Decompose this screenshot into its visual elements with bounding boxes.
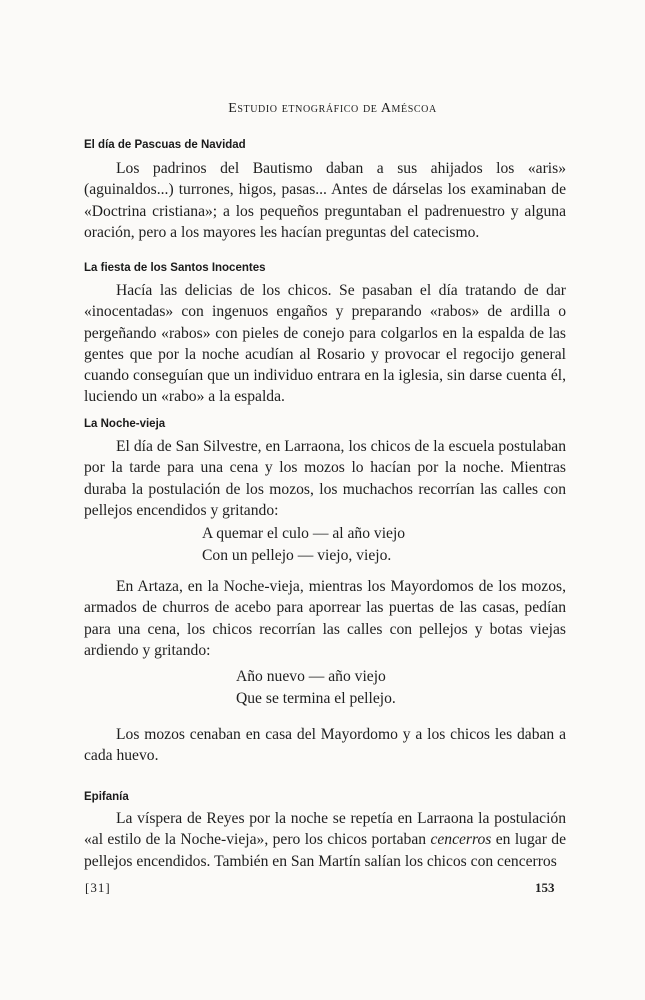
section-heading-navidad: El día de Pascuas de Navidad: [84, 139, 246, 151]
verse-line: Con un pellejo — viejo, viejo.: [202, 546, 392, 564]
section-heading-epifania: Epifanía: [84, 791, 129, 803]
paragraph-text: La víspera de Reyes por la noche se repetía en Larraona la postulación «al estilo de la Noche-vieja», pero los chicos portaban: [84, 810, 566, 849]
folio-bracketed: [31]: [85, 880, 111, 895]
section-heading-noche-vieja: La Noche-vieja: [84, 418, 166, 430]
paragraph-navidad: Los padrinos del Bautismo daban a sus ahijados los «aris» (aguinaldos...) turrones, higos, pasas... Antes de dárselas los examinaban de «Doctrina cristiana»; a los pequeños preguntaban el padrenuestro y alguna oración, pero a los mayores les hacían preguntas del catecismo.: [84, 160, 566, 241]
paragraph-noche-vieja-2: En Artaza, en la Noche-vieja, mientras los Mayordomos de los mozos, armados de churros de acebo para aporrear las puertas de las casas, pedían para una cena, los chicos recorrían las calles con pellejos y botas viejas ardiendo y gritando:: [84, 578, 566, 659]
paragraph-epifania: [84, 808, 566, 872]
paragraph-noche-vieja-3: Los mozos cenaban en casa del Mayordomo y a los chicos les daban a cada huevo.: [84, 726, 566, 765]
running-head: Estudio etnográfico de Améscoa: [228, 101, 437, 116]
verse-line: Que se termina el pellejo.: [236, 689, 396, 707]
paragraph-text: en lugar de pellejos encendidos. También en San Martín salían los chicos con cencerros: [84, 831, 566, 870]
verse-line: A quemar el culo — al año viejo: [202, 525, 406, 542]
page-number: 153: [535, 880, 555, 895]
paragraph-inocentes: Hacía las delicias de los chicos. Se pasaban el día tratando de dar «inocentadas» con ingenuos engaños y preparando «rabos» de ardilla o pergeñando «rabos» con pieles de conejo para colgarlos en la espalda de las gentes que por la noche acudían al Rosario y provocar el regocijo general cuando conseguían que un individuo entrara en la iglesia, sin darse cuenta él, luciendo un «rabo» a la espalda.: [84, 282, 566, 406]
verse-larraona: [202, 523, 405, 566]
italic-term: cencerros: [430, 831, 492, 849]
paragraph-noche-vieja-1: El día de San Silvestre, en Larraona, los chicos de la escuela postulaban por la tarde para una cena y los mozos lo hacían por la noche. Mientras duraba la postulación de los mozos, los muchachos recorrían las calles con pellejos encendidos y gritando:: [84, 438, 566, 519]
section-heading-inocentes: La fiesta de los Santos Inocentes: [84, 262, 266, 274]
verse-artaza: [236, 666, 396, 709]
verse-line: Año nuevo — año viejo: [236, 668, 386, 685]
